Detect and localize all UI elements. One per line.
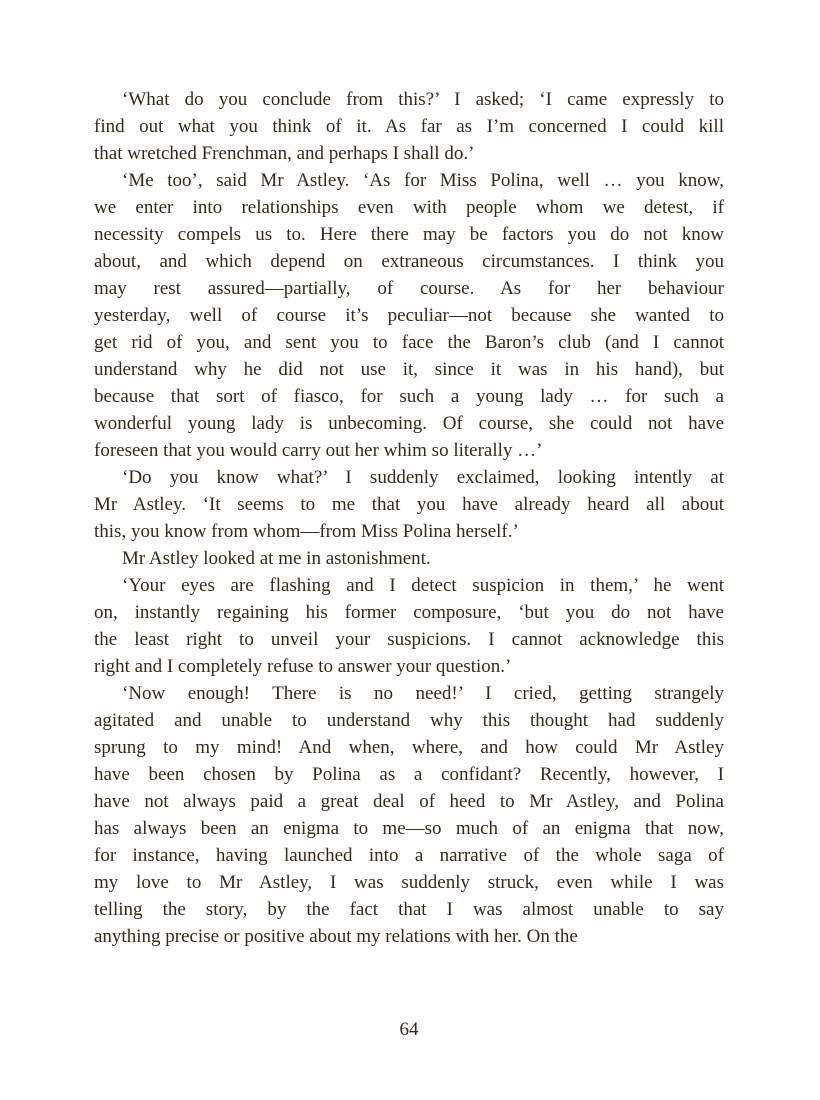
text-line: understand why he did not use it, since it was in his hand), but	[94, 359, 724, 380]
text-line: foreseen that you would carry out her whim so literally …’	[94, 440, 543, 461]
text-line: on, instantly regaining his former composure, ‘but you do not have	[94, 602, 724, 623]
paragraph	[94, 464, 724, 545]
text-line: ‘What do you conclude from this?’ I asked; ‘I came expressly to	[122, 89, 724, 110]
text-line: for instance, having launched into a narrative of the whole saga of	[94, 845, 724, 866]
text-line: my love to Mr Astley, I was suddenly struck, even while I was	[94, 872, 724, 893]
text-line: necessity compels us to. Here there may be factors you do not know	[94, 224, 724, 245]
text-line: because that sort of fiasco, for such a young lady … for such a	[94, 386, 724, 407]
paragraph	[94, 545, 724, 572]
text-line: agitated and unable to understand why this thought had suddenly	[94, 710, 724, 731]
text-line: Mr Astley looked at me in astonishment.	[122, 548, 431, 569]
text-line: the least right to unveil your suspicions. I cannot acknowledge this	[94, 629, 724, 650]
text-line: find out what you think of it. As far as I’m concerned I could kill	[94, 116, 724, 137]
paragraph	[94, 167, 724, 464]
text-line: ‘Me too’, said Mr Astley. ‘As for Miss Polina, well … you know,	[122, 170, 724, 191]
text-line: ‘Do you know what?’ I suddenly exclaimed, looking intently at	[122, 467, 724, 488]
text-line: have been chosen by Polina as a confidant? Recently, however, I	[94, 764, 724, 785]
text-line: telling the story, by the fact that I was almost unable to say	[94, 899, 724, 920]
body-text	[94, 86, 724, 950]
text-line: anything precise or positive about my relations with her. On the	[94, 926, 578, 947]
text-line: about, and which depend on extraneous circumstances. I think you	[94, 251, 724, 272]
text-line: ‘Now enough! There is no need!’ I cried, getting strangely	[122, 683, 724, 704]
text-line: may rest assured—partially, of course. As for her behaviour	[94, 278, 724, 299]
text-line: wonderful young lady is unbecoming. Of course, she could not have	[94, 413, 724, 434]
text-line: has always been an enigma to me—so much of an enigma that now,	[94, 818, 724, 839]
text-line: sprung to my mind! And when, where, and how could Mr Astley	[94, 737, 724, 758]
paragraph	[94, 572, 724, 680]
text-line: right and I completely refuse to answer your question.’	[94, 656, 512, 677]
text-line: this, you know from whom—from Miss Polina herself.’	[94, 521, 519, 542]
text-line: that wretched Frenchman, and perhaps I shall do.’	[94, 143, 475, 164]
text-line: we enter into relationships even with people whom we detest, if	[94, 197, 724, 218]
text-line: have not always paid a great deal of heed to Mr Astley, and Polina	[94, 791, 724, 812]
page-number: 64	[399, 1019, 419, 1040]
paragraph	[94, 86, 724, 167]
text-line: ‘Your eyes are flashing and I detect suspicion in them,’ he went	[122, 575, 724, 596]
paragraph	[94, 680, 724, 950]
text-line: Mr Astley. ‘It seems to me that you have already heard all about	[94, 494, 724, 515]
text-line: yesterday, well of course it’s peculiar—not because she wanted to	[94, 305, 724, 326]
text-line: get rid of you, and sent you to face the Baron’s club (and I cannot	[94, 332, 724, 353]
